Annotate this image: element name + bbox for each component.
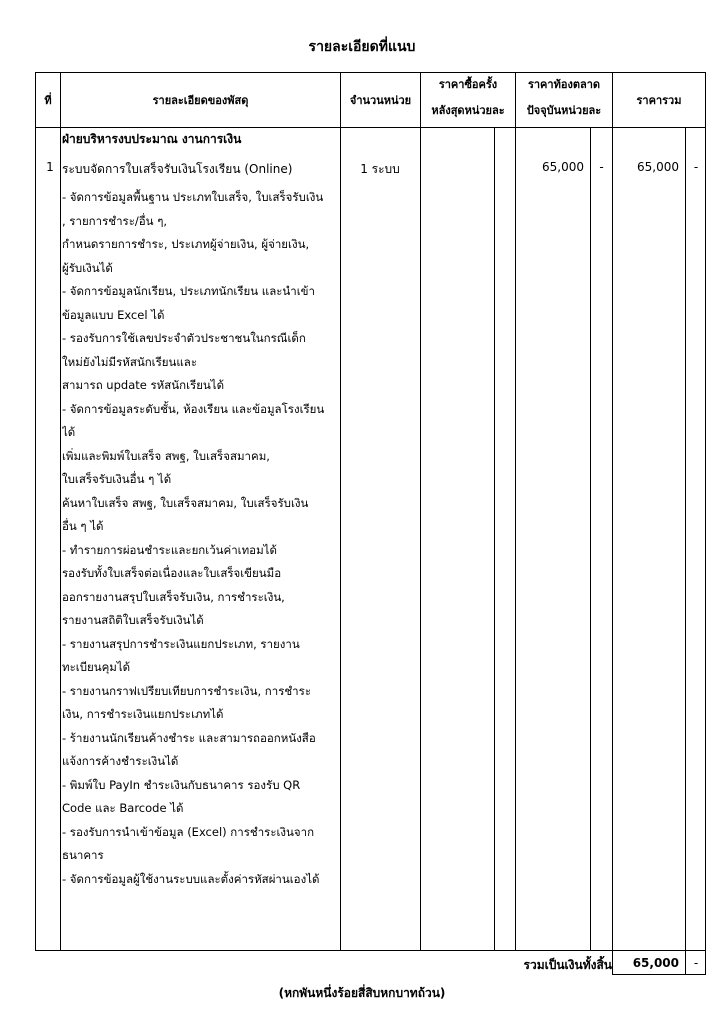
detail-line: ธนาคาร [62, 848, 104, 862]
detail-line: กำหนดรายการชำระ, ประเภทผู้จ่ายเงิน, ผู้จ่ายเงิน, [62, 237, 310, 251]
header-no: ที่ [44, 94, 52, 107]
section-heading: ฝ่ายบริหารงบประมาณ งานการเงิน [62, 132, 242, 146]
item-market-price: 65,000 [542, 160, 584, 174]
detail-line: อื่น ๆ ได้ [62, 519, 104, 533]
detail-line: - จัดการข้อมูลนักเรียน, ประเภทนักเรียน และนำเข้า [62, 284, 315, 298]
document-title: รายละเอียดที่แนบ [308, 39, 416, 55]
detail-line: เงิน, การชำระเงินแยกประเภทได้ [62, 707, 224, 721]
detail-line: ใบเสร็จรับเงินอื่น ๆ ได้ [62, 472, 172, 486]
header-last-price-line1: ราคาซื้อครั้ง [438, 78, 498, 91]
header-qty-unit: จำนวนหน่วย [349, 94, 412, 107]
detail-line: เพิ่มและพิมพ์ใบเสร็จ สพฐ, ใบเสร็จสมาคม, [62, 448, 270, 463]
grand-total-label: รวมเป็นเงินทั้งสิ้น [523, 958, 612, 972]
detail-line: ได้ [62, 425, 76, 439]
item-market-price-satang: - [599, 160, 604, 174]
grand-total-satang: - [693, 956, 699, 970]
detail-line: - รายงานกราฟเปรียบเทียบการชำระเงิน, การชำระ [62, 683, 311, 698]
detail-line: รายงานสถิติใบเสร็จรับเงินได้ [62, 613, 204, 627]
header-market-price-line1: ราคาท้องตลาด [527, 78, 601, 91]
detail-line: - รายงานสรุปการชำระเงินแยกประเภท, รายงาน [62, 636, 300, 651]
detail-line: สามารถ update รหัสนักเรียนได้ [62, 378, 225, 392]
detail-line: - จัดการข้อมูลผู้ใช้งานระบบและตั้งค่ารหัสผ่านเองได้ [62, 871, 320, 886]
detail-line: - พิมพ์ใบ PayIn ชำระเงินกับธนาคาร รองรับ QR [62, 777, 301, 792]
detail-line: - จัดการข้อมูลระดับชั้น, ห้องเรียน และข้อมูลโรงเรียน [62, 401, 325, 416]
detail-line: - ทำรายการผ่อนชำระและยกเว้นค่าเทอมได้ [62, 542, 277, 557]
detail-line: - จัดการข้อมูลพื้นฐาน ประเภทใบเสร็จ, ใบเสร็จรับเงิน [62, 190, 324, 204]
detail-line: - ร้ายงานนักเรียนค้างชำระ และสามารถออกหนังสือ [62, 730, 316, 745]
detail-line: ข้อมูลแบบ Excel ได้ [62, 307, 165, 322]
item-details [62, 186, 340, 891]
detail-line: รองรับทั้งใบเสร็จต่อเนื่องและใบเสร็จเขียนมือ [62, 566, 282, 580]
detail-line: , รายการชำระ/อื่น ๆ, [62, 213, 168, 228]
detail-line: ผู้รับเงินได้ [62, 260, 113, 275]
detail-line: ใหม่ยังไม่มีรหัสนักเรียนและ [62, 354, 198, 369]
header-item: รายละเอียดของพัสดุ [152, 94, 249, 107]
item-number: 1 [46, 160, 54, 174]
header-total-price: ราคารวม [636, 94, 682, 107]
detail-line: - รองรับการใช้เลขประจำตัวประชาชนในกรณีเด็ก [62, 331, 306, 345]
header-last-price-line2: หลังสุดหน่วยละ [431, 104, 505, 117]
item-quantity: 1 ระบบ [360, 162, 400, 176]
detail-line: แจ้งการค้างชำระเงินได้ [62, 754, 179, 768]
detail-line: ออกรายงานสรุปใบเสร็จรับเงิน, การชำระเงิน, [62, 589, 285, 604]
item-total: 65,000 [637, 160, 679, 174]
item-name: ระบบจัดการใบเสร็จรับเงินโรงเรียน (Online) [62, 162, 293, 176]
item-total-satang: - [693, 160, 699, 174]
header-market-price-line2: ปัจจุบันหน่วยละ [526, 104, 602, 117]
detail-line: ทะเบียนคุมได้ [62, 660, 131, 674]
detail-line: - รองรับการนำเข้าข้อมูล (Excel) การชำระเงินจาก [62, 824, 315, 839]
grand-total-value: 65,000 [632, 956, 679, 970]
detail-line: Code และ Barcode ได้ [62, 801, 184, 815]
detail-line: ค้นหาใบเสร็จ สพฐ, ใบเสร็จสมาคม, ใบเสร็จรับเงิน [62, 495, 309, 510]
amount-in-words: (หกพันหนึ่งร้อยสี่สิบหกบาทถ้วน) [278, 986, 446, 1000]
